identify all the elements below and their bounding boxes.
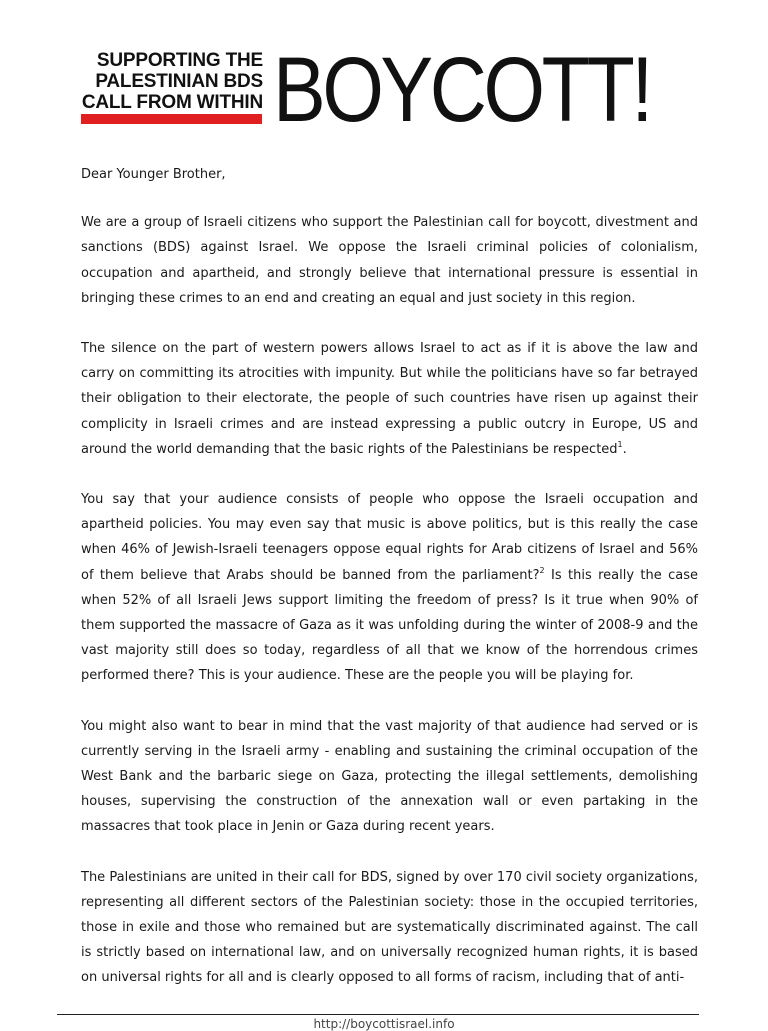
paragraph-text-end: . (622, 441, 627, 457)
paragraph (81, 336, 698, 462)
letter-body (81, 162, 698, 1016)
paragraph: We are a group of Israeli citizens who support the Palestinian call for boycott, divestment and sanctions (BDS) against Israel. We oppose the Israeli criminal policies of colonialism, occupation and apartheid, and strongly believe that international pressure is essential in bringing these crimes to an end and creating an equal and just society in this region. (81, 215, 698, 306)
tagline-line: SUPPORTING THE (96, 50, 263, 71)
paragraph (81, 487, 698, 689)
paragraph-text-cont: Is this really the case when 52% of all Israeli Jews support limiting the freedom of press? Is it true when 90% of them supported the massacre of Gaza as it was unfolding during the winter of 2008-9 and the vast majority still does so today, regardless of all that we know of the horrendous crimes performed there? This is your audience. These are the people you will be playing for. (81, 567, 698, 684)
paragraph: You might also want to bear in mind that the vast majority of that audience had served or is currently serving in the Israeli army - enabling and sustaining the criminal occupation of the West Bank and the barbaric siege on Gaza, protecting the illegal settlements, demolishing houses, supervising the construction of the annexation wall or even partaking in the massacres that took place in Jenin or Gaza during recent years. (81, 718, 698, 835)
footer-url[interactable]: http://boycottisrael.info (313, 1017, 455, 1031)
footnote-ref[interactable]: 2 (539, 565, 545, 575)
tagline-line: CALL FROM WITHIN (81, 92, 263, 113)
paragraph-text: The silence on the part of western powers allows Israel to act as if it is above the law and carry on committing its atrocities with impunity. But while the politicians have so far betrayed their obligation to their electorate, the people of such countries have risen up against their complicity in Israeli crimes and are instead expressing a public outcry in Europe, US and around the world demanding that the basic rights of the Palestinians be respected (81, 341, 698, 457)
tagline (81, 50, 263, 113)
red-accent-bar (81, 114, 262, 124)
boycott-title: BOYCOTT! (273, 39, 650, 141)
footnote-ref[interactable]: 1 (617, 439, 623, 449)
paragraph: The Palestinians are united in their call for BDS, signed by over 170 civil society organizations, representing all different sectors of the Palestinian society: those in the occupied territories, those in exile and those who remained but are systematically discriminated against. The call is strictly based on international law, and on universally recognized human rights, it is based on universal rights for all and is clearly opposed to all forms of racism, including that of anti- (81, 869, 698, 986)
salutation: Dear Younger Brother, (81, 167, 226, 182)
page-header (81, 39, 693, 141)
paragraph-text: You say that your audience consists of people who oppose the Israeli occupation and apartheid policies. You may even say that music is above politics, but is this really the case when 46% of Jewish-Israeli teenagers oppose equal rights for Arab citizens of Israel and 56% of them believe that Arabs should be banned from the parliament? (81, 492, 698, 583)
footer-divider (57, 1014, 699, 1015)
tagline-line: PALESTINIAN BDS (95, 71, 263, 92)
